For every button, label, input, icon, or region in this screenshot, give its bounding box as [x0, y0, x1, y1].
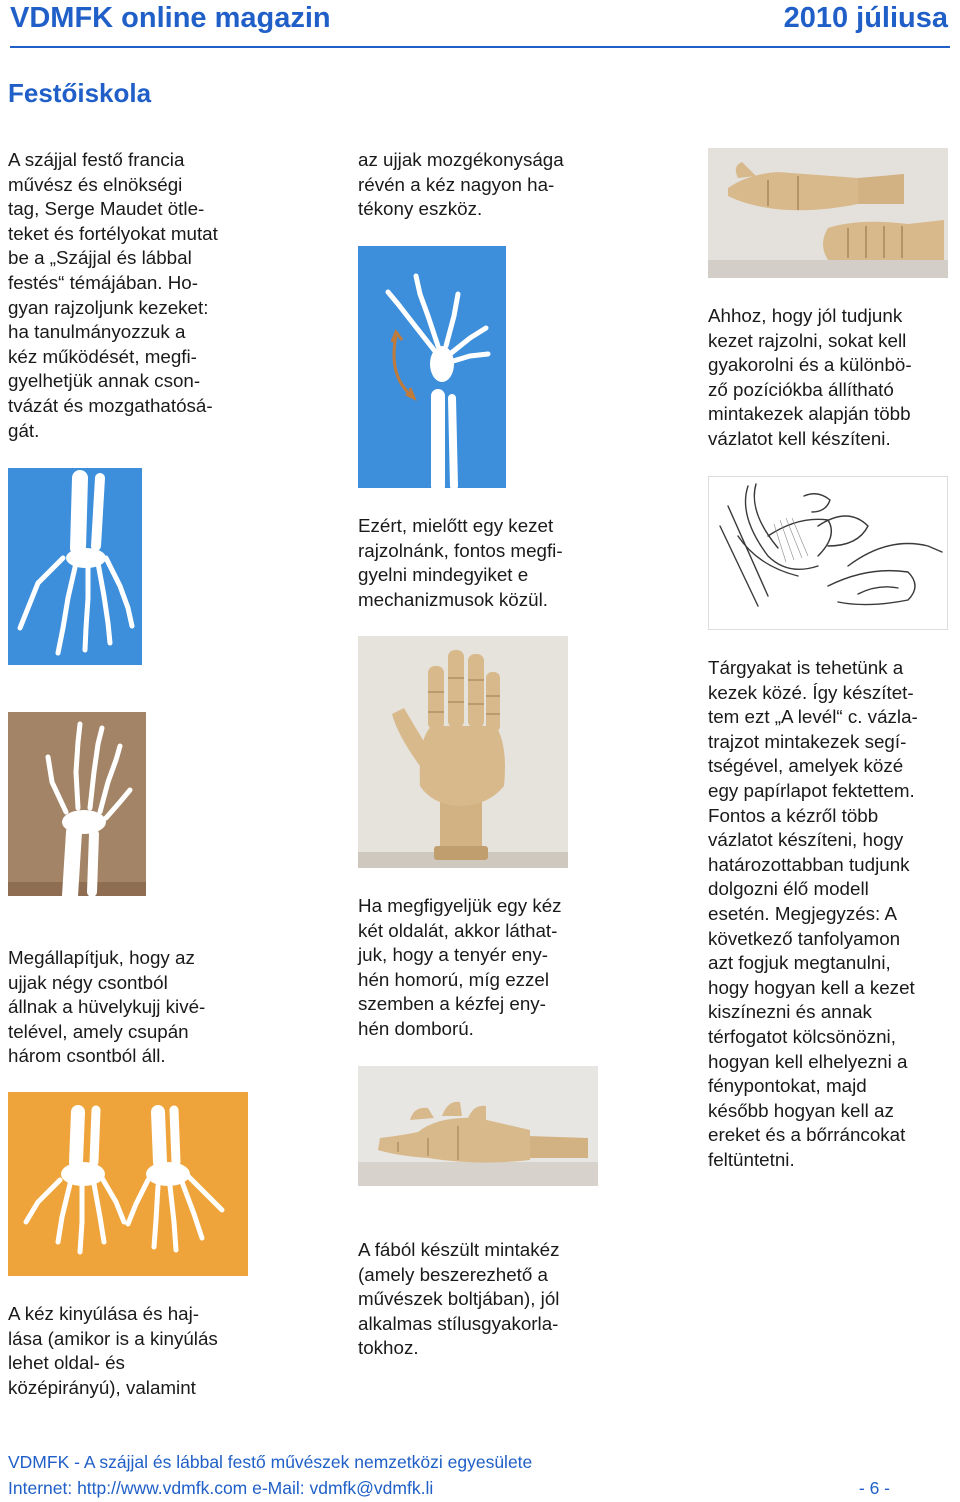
magazine-title: VDMFK online magazin: [10, 2, 331, 34]
fingers-paragraph: az ujjak mozgékonysága révén a kéz nagyon ha- tékony eszköz.: [358, 149, 564, 220]
skeleton-hand-motion-image: [358, 246, 506, 488]
bones-paragraph: Megállapítjuk, hogy az ujjak négy csontból állnak a hüvelykujj kivé- telével, amely csupán három csontból áll.: [8, 947, 206, 1067]
footer-contact: Internet: http://www.vdmfk.com e-Mail: vdmfk@vdmfk.li: [8, 1478, 434, 1498]
issue-date: 2010 júliusa: [783, 2, 948, 34]
objects-paragraph: Tárgyakat is tehetünk a kezek közé. Így készítet- tem ezt „A levél“ c. vázla- trajzot mintakezek segí- tségével, amelyek közé egy papírlapot fektettem. Fontos a kézről több vázlatot készíteni, hogy határozottabban tudjunk dolgozni élő modell esetén. Megjegyzés: A következő tanfolyamon azt fogjuk megtanulni, hogy hogyan kell a kezet kiszínezni és annak térfogatot kölcsönözni, hogyan kell elhelyezni a fénypontokat, majd később hogyan kell az ereket és a bőrráncokat feltüntetni.: [708, 657, 918, 1170]
wooden-hands-poses-image: [708, 148, 948, 278]
letter-sketch-image: [708, 476, 948, 630]
section-title: Festőiskola: [8, 78, 152, 108]
header-rule: [10, 46, 950, 48]
intro-paragraph: A szájjal festő francia művész és elnökségi tag, Serge Maudet ötle- teket és fortélyokat mutat be a „Szájjal és lábbal festés“ témájában. Ho- gyan rajzoljunk kezeket: ha tanulmányozzuk a kéz működését, megfi- gyelhetjük annak cson- tvázát és mozgathatósá- gát.: [8, 149, 218, 441]
practice-paragraph: Ahhoz, hogy jól tudjunk kezet rajzolni, sokat kell gyakorolni és a különbö- ző pozíciókba állítható mintakezek alapján több vázlatot kell készíteni.: [708, 305, 912, 449]
skeleton-hands-orange-image: [8, 1092, 248, 1276]
skeleton-hand-brown-image: [8, 712, 146, 896]
sides-paragraph: Ha megfigyeljük egy kéz két oldalát, akkor láthat- juk, hogy a tenyér eny- hén homorú, míg ezzel szemben a kézfej eny- hén domború.: [358, 895, 562, 1039]
extension-paragraph: A kéz kinyúlása és haj- lása (amikor is a kinyúlás lehet oldal- és középirányú), valamint: [8, 1303, 218, 1398]
wooden-hand-upright-image: [358, 636, 568, 868]
page-number: - 6 -: [858, 1478, 890, 1498]
mechanisms-paragraph: Ezért, mielőtt egy kezet rajzolnánk, fontos megfi- gyelni mindegyiket e mechanizmusok közül.: [358, 515, 563, 610]
skeleton-hand-blue-image: [8, 468, 142, 665]
footer-organization: VDMFK - A szájjal és lábbal festő művészek nemzetközi egyesülete: [8, 1452, 533, 1472]
wooden-hand-lying-image: [358, 1066, 598, 1186]
wooden-model-paragraph: A fából készült mintakéz (amely beszerezhető a művészek boltjában), jól alkalmas stílusgyakorla- tokhoz.: [358, 1239, 560, 1359]
